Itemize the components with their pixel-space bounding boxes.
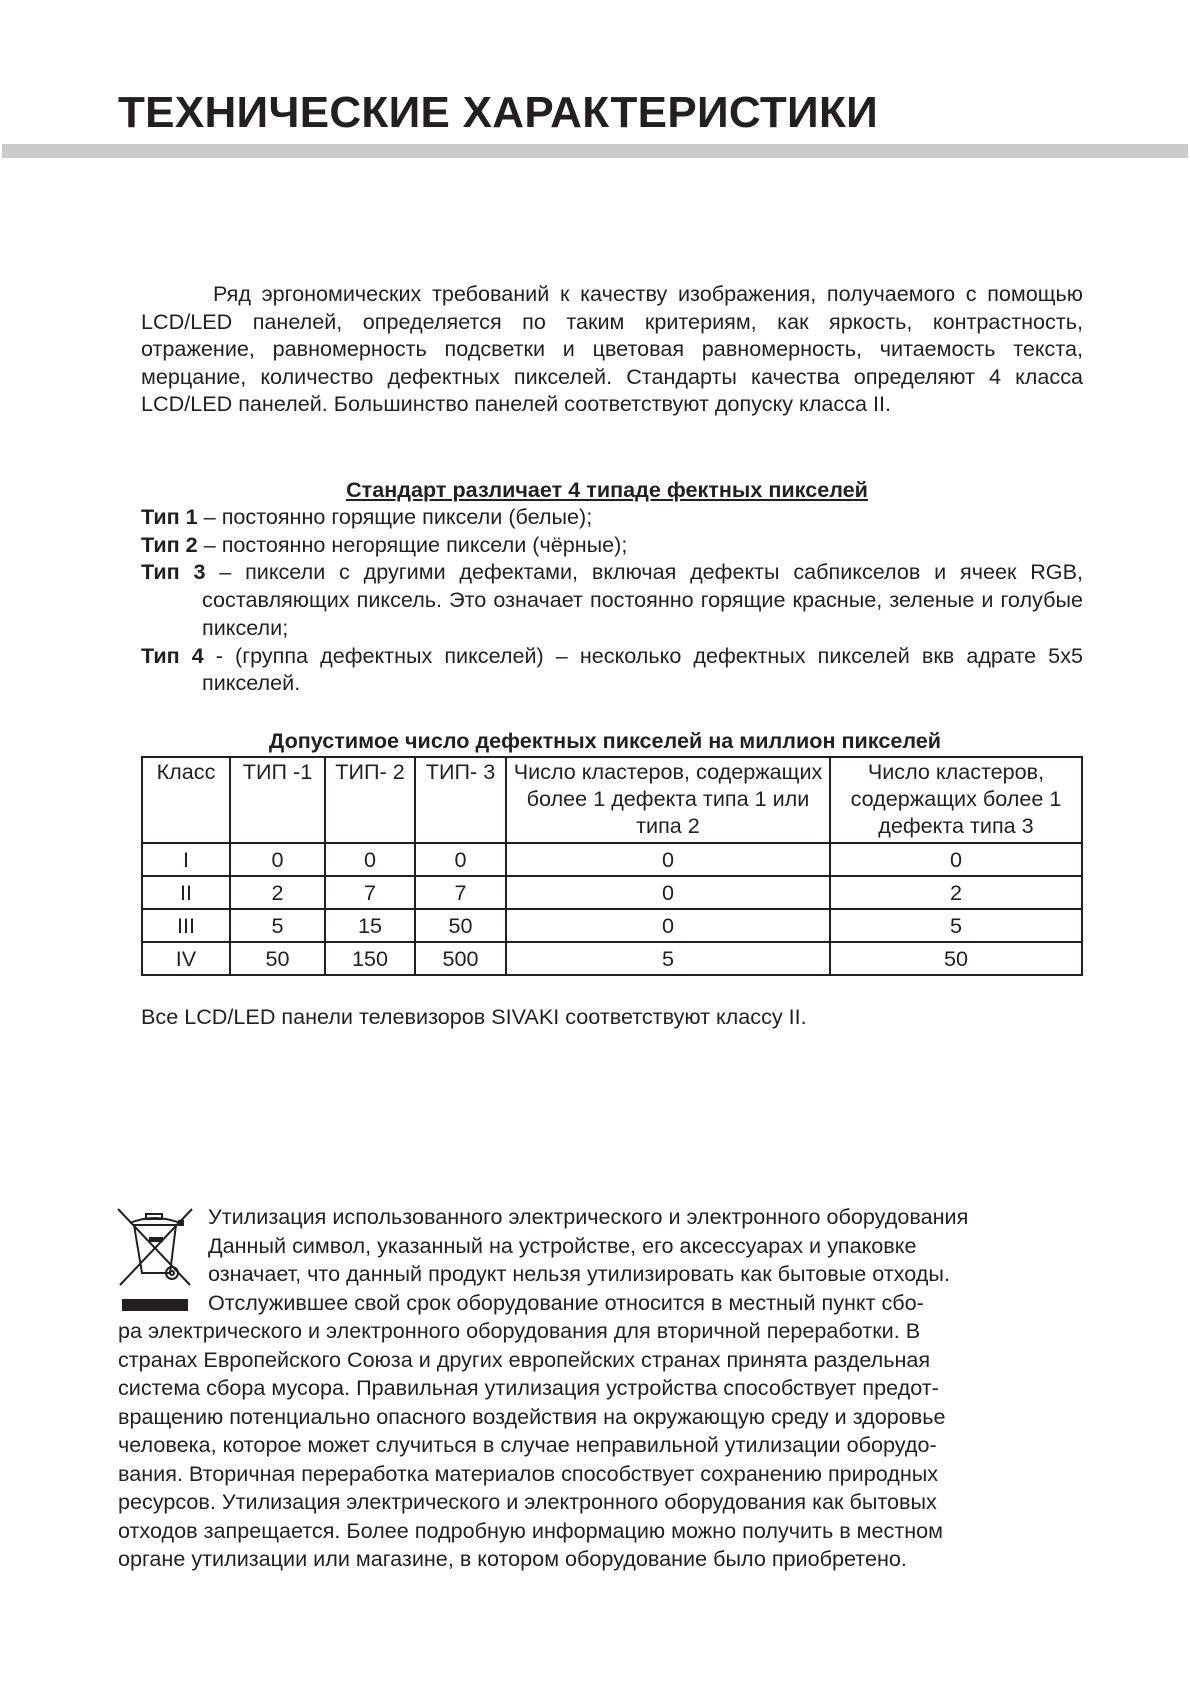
cell: 50 xyxy=(415,909,506,942)
cell: 150 xyxy=(325,942,415,975)
defect-type-item xyxy=(141,558,1083,641)
cell: 0 xyxy=(415,843,506,876)
table-row xyxy=(142,876,1082,909)
defect-type-item xyxy=(141,503,1083,531)
defect-type-label: Тип 1 xyxy=(141,504,198,529)
cell: 50 xyxy=(830,942,1082,975)
cell: 50 xyxy=(230,942,325,975)
defect-type-text: - (группа дефектных пикселей) – несколько дефектных пикселей вкв адрате 5х5 пикселей. xyxy=(202,642,1083,696)
cell: 0 xyxy=(506,909,830,942)
defect-type-label: Тип 3 xyxy=(141,559,206,585)
cell: 7 xyxy=(325,876,415,909)
table-row xyxy=(142,843,1082,876)
cell-class: IV xyxy=(142,942,230,975)
cell-class: II xyxy=(142,876,230,909)
weee-line: система сбора мусора. Правильная утилизация устройства способствует предот- xyxy=(118,1375,939,1400)
header-type-2: ТИП- 2 xyxy=(325,757,415,843)
page-title: ТЕХНИЧЕСКИЕ ХАРАКТЕРИСТИКИ xyxy=(118,88,879,137)
table-header-row xyxy=(142,757,1082,843)
cell: 500 xyxy=(415,942,506,975)
cell: 0 xyxy=(325,843,415,876)
cell: 0 xyxy=(230,843,325,876)
cell: 2 xyxy=(830,876,1082,909)
weee-line: отходов запрещается. Более подробную информацию можно получить в местном xyxy=(118,1517,943,1543)
header-clusters-type-3: Число кластеров, содержащих более 1 дефекта типа 3 xyxy=(830,757,1082,843)
header-type-3: ТИП- 3 xyxy=(415,757,506,843)
cell: 5 xyxy=(230,909,325,942)
defect-types-list xyxy=(141,503,1083,697)
weee-line: ресурсов. Утилизация электрического и электронного оборудования как бытовых xyxy=(118,1489,937,1514)
defect-type-label: Тип 4 xyxy=(141,642,204,668)
weee-line: Отслужившее свой срок оборудование относится в местный пункт сбо- xyxy=(208,1289,924,1315)
weee-line: странах Европейского Союза и других европейских странах принята раздельная xyxy=(118,1346,931,1372)
weee-line: органе утилизации или магазине, в котором оборудование было приобретено. xyxy=(118,1546,907,1571)
intro-text: Ряд эргономических требований к качеству изображения, получаемого с помощью LCD/LED панелей, определяется по таким критериям, как яркость, контрастность, отражение, равномерность подсветки и цветовая равномерность, читаемость текста, мерцание, количество дефектных пикселей. Стандарты качества определяют 4 класса LCD/LED панелей. Большинство панелей соответствуют допуску класса II. xyxy=(141,281,1083,416)
defect-pixel-table xyxy=(141,756,1083,976)
title-underline-bar xyxy=(2,144,1188,158)
header-type-1: ТИП -1 xyxy=(230,757,325,843)
table-row xyxy=(142,909,1082,942)
defect-type-label: Тип 2 xyxy=(141,531,198,557)
defect-types-heading: Стандарт различает 4 типаде фектных пикселей xyxy=(346,477,868,502)
intro-paragraph xyxy=(141,280,1083,418)
weee-line: вращению потенциально опасного воздействия на окружающую среду и здоровье xyxy=(118,1403,946,1429)
cell: 0 xyxy=(506,843,830,876)
defect-type-text: – постоянно негорящие пиксели (чёрные); xyxy=(197,531,628,557)
weee-line: вания. Вторичная переработка материалов способствует сохранению природных xyxy=(118,1460,939,1486)
defect-type-text: – пиксели с другими дефектами, включая дефекты сабпикселов и ячеек RGB, составляющих пиксель. Это означает постоянно горящие красные, зеленые и голубые пиксели; xyxy=(202,559,1083,640)
weee-line: означает, что данный продукт нельзя утилизировать как бытовые отходы. xyxy=(208,1261,950,1286)
weee-disposal-text xyxy=(118,1203,1118,1574)
table-title: Допустимое число дефектных пикселей на миллион пикселей xyxy=(268,728,942,753)
cell-class: I xyxy=(142,843,230,876)
cell-class: III xyxy=(142,909,230,942)
weee-line: человека, которое может случиться в случае неправильной утилизации оборудо- xyxy=(118,1432,937,1457)
header-class: Класс xyxy=(142,757,230,843)
conformance-statement: Все LCD/LED панели телевизоров SIVAKI соответствуют классу II. xyxy=(141,1004,807,1029)
cell: 5 xyxy=(506,942,830,975)
defect-type-item xyxy=(141,531,1083,559)
cell: 15 xyxy=(325,909,415,942)
weee-line: Данный символ, указанный на устройстве, его аксессуарах и упаковке xyxy=(208,1232,917,1258)
defect-type-text: – постоянно горящие пиксели (белые); xyxy=(197,504,593,529)
weee-line: ра электрического и электронного оборудования для вторичной переработки. В xyxy=(118,1318,921,1343)
cell: 7 xyxy=(415,876,506,909)
defect-type-item xyxy=(141,642,1083,697)
cell: 0 xyxy=(506,876,830,909)
cell: 2 xyxy=(230,876,325,909)
weee-line: Утилизация использованного электрического и электронного оборудования xyxy=(208,1204,969,1229)
table-row xyxy=(142,942,1082,975)
cell: 5 xyxy=(830,909,1082,942)
cell: 0 xyxy=(830,843,1082,876)
header-clusters-type-1-2: Число кластеров, содержащих более 1 дефекта типа 1 или типа 2 xyxy=(506,757,830,843)
